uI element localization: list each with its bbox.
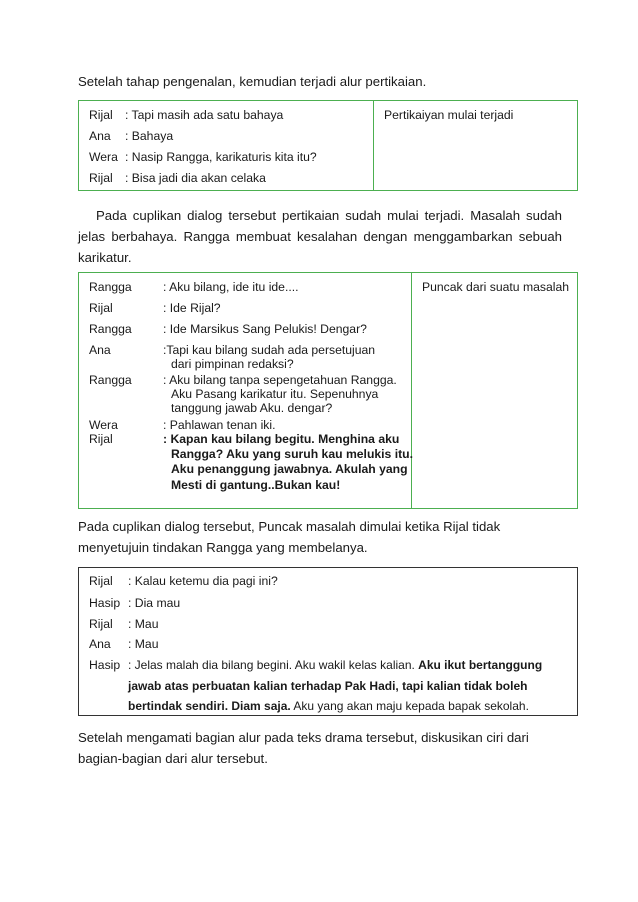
- box-divider: [373, 101, 374, 190]
- speaker: Wera: [89, 418, 118, 432]
- paragraph-line: jelas berbahaya. Rangga membuat kesalahan dengan menggambarkan sebuah: [78, 229, 562, 244]
- line-normal: Aku yang akan maju kepada bapak sekolah.: [293, 699, 529, 713]
- line-text: :Tapi kau bilang sudah ada persetujuan: [163, 343, 376, 357]
- line-text: : Ide Marsikus Sang Pelukis! Dengar?: [163, 322, 367, 336]
- note-label: Pertikaiyan mulai terjadi: [384, 108, 514, 122]
- speaker: Ana: [89, 637, 111, 651]
- speaker: Rijal: [89, 617, 113, 631]
- paragraph-line: menyetujuin tindakan Rangga yang membelanya.: [78, 540, 368, 555]
- line-text: : Mau: [128, 637, 159, 651]
- line-text: : Kapan kau bilang begitu. Menghina aku: [163, 432, 400, 446]
- speaker: Rangga: [89, 373, 132, 387]
- dialog-box-climax: [78, 272, 578, 509]
- line-bold: Aku ikut bertanggung: [418, 658, 543, 672]
- speaker: Rijal: [89, 574, 113, 588]
- paragraph-line: bagian-bagian dari alur tersebut.: [78, 751, 268, 766]
- dialog-box-resolution: [78, 567, 578, 716]
- line-text: [128, 658, 542, 673]
- speaker: Rijal: [89, 108, 113, 122]
- speaker: Rijal: [89, 171, 113, 185]
- speaker: Wera: [89, 150, 118, 164]
- line-text: : Dia mau: [128, 596, 181, 610]
- paragraph-line: Pada cuplikan dialog tersebut, Puncak masalah dimulai ketika Rijal tidak: [78, 519, 501, 534]
- line-normal: : Jelas malah dia bilang begini. Aku wakil kelas kalian.: [128, 658, 415, 672]
- line-text: Rangga? Aku yang suruh kau melukis itu.: [171, 447, 413, 461]
- line-text: : Bahaya: [125, 129, 174, 143]
- speaker: Ana: [89, 343, 111, 357]
- line-text: jawab atas perbuatan kalian terhadap Pak Hadi, tapi kalian tidak boleh: [128, 679, 528, 693]
- speaker: Rangga: [89, 280, 132, 294]
- line-text: : Aku bilang tanpa sepengetahuan Rangga.: [163, 373, 397, 387]
- line-text: : Tapi masih ada satu bahaya: [125, 108, 284, 122]
- speaker: Rijal: [89, 432, 113, 446]
- line-text: : Nasip Rangga, karikaturis kita itu?: [125, 150, 317, 164]
- line-text: Aku Pasang karikatur itu. Sepenuhnya: [171, 387, 379, 401]
- speaker: Hasip: [89, 658, 121, 672]
- line-text: : Pahlawan tenan iki.: [163, 418, 276, 432]
- line-text: Mesti di gantung..Bukan kau!: [171, 478, 341, 492]
- intro-text: Setelah tahap pengenalan, kemudian terjadi alur pertikaian.: [78, 74, 427, 89]
- speaker: Ana: [89, 129, 111, 143]
- speaker: Rijal: [89, 301, 113, 315]
- line-text: : Kalau ketemu dia pagi ini?: [128, 574, 278, 588]
- paragraph-line: Pada cuplikan dialog tersebut pertikaian sudah mulai terjadi. Masalah sudah: [96, 208, 562, 223]
- line-text: [128, 699, 529, 714]
- line-text: dari pimpinan redaksi?: [171, 357, 294, 371]
- line-text: : Ide Rijal?: [163, 301, 221, 315]
- line-text: : Aku bilang, ide itu ide....: [163, 280, 299, 294]
- speaker: Rangga: [89, 322, 132, 336]
- line-text: Aku penanggung jawabnya. Akulah yang: [171, 462, 408, 476]
- paragraph-line: Setelah mengamati bagian alur pada teks drama tersebut, diskusikan ciri dari: [78, 730, 529, 745]
- paragraph-line: karikatur.: [78, 250, 132, 265]
- line-bold: bertindak sendiri. Diam saja.: [128, 699, 291, 713]
- line-text: : Mau: [128, 617, 159, 631]
- line-text: : Bisa jadi dia akan celaka: [125, 171, 266, 185]
- speaker: Hasip: [89, 596, 121, 610]
- note-label: Puncak dari suatu masalah: [422, 280, 570, 294]
- box-divider: [411, 273, 412, 508]
- line-text: tanggung jawab Aku. dengar?: [171, 401, 333, 415]
- dialog-box-conflict: [78, 100, 578, 191]
